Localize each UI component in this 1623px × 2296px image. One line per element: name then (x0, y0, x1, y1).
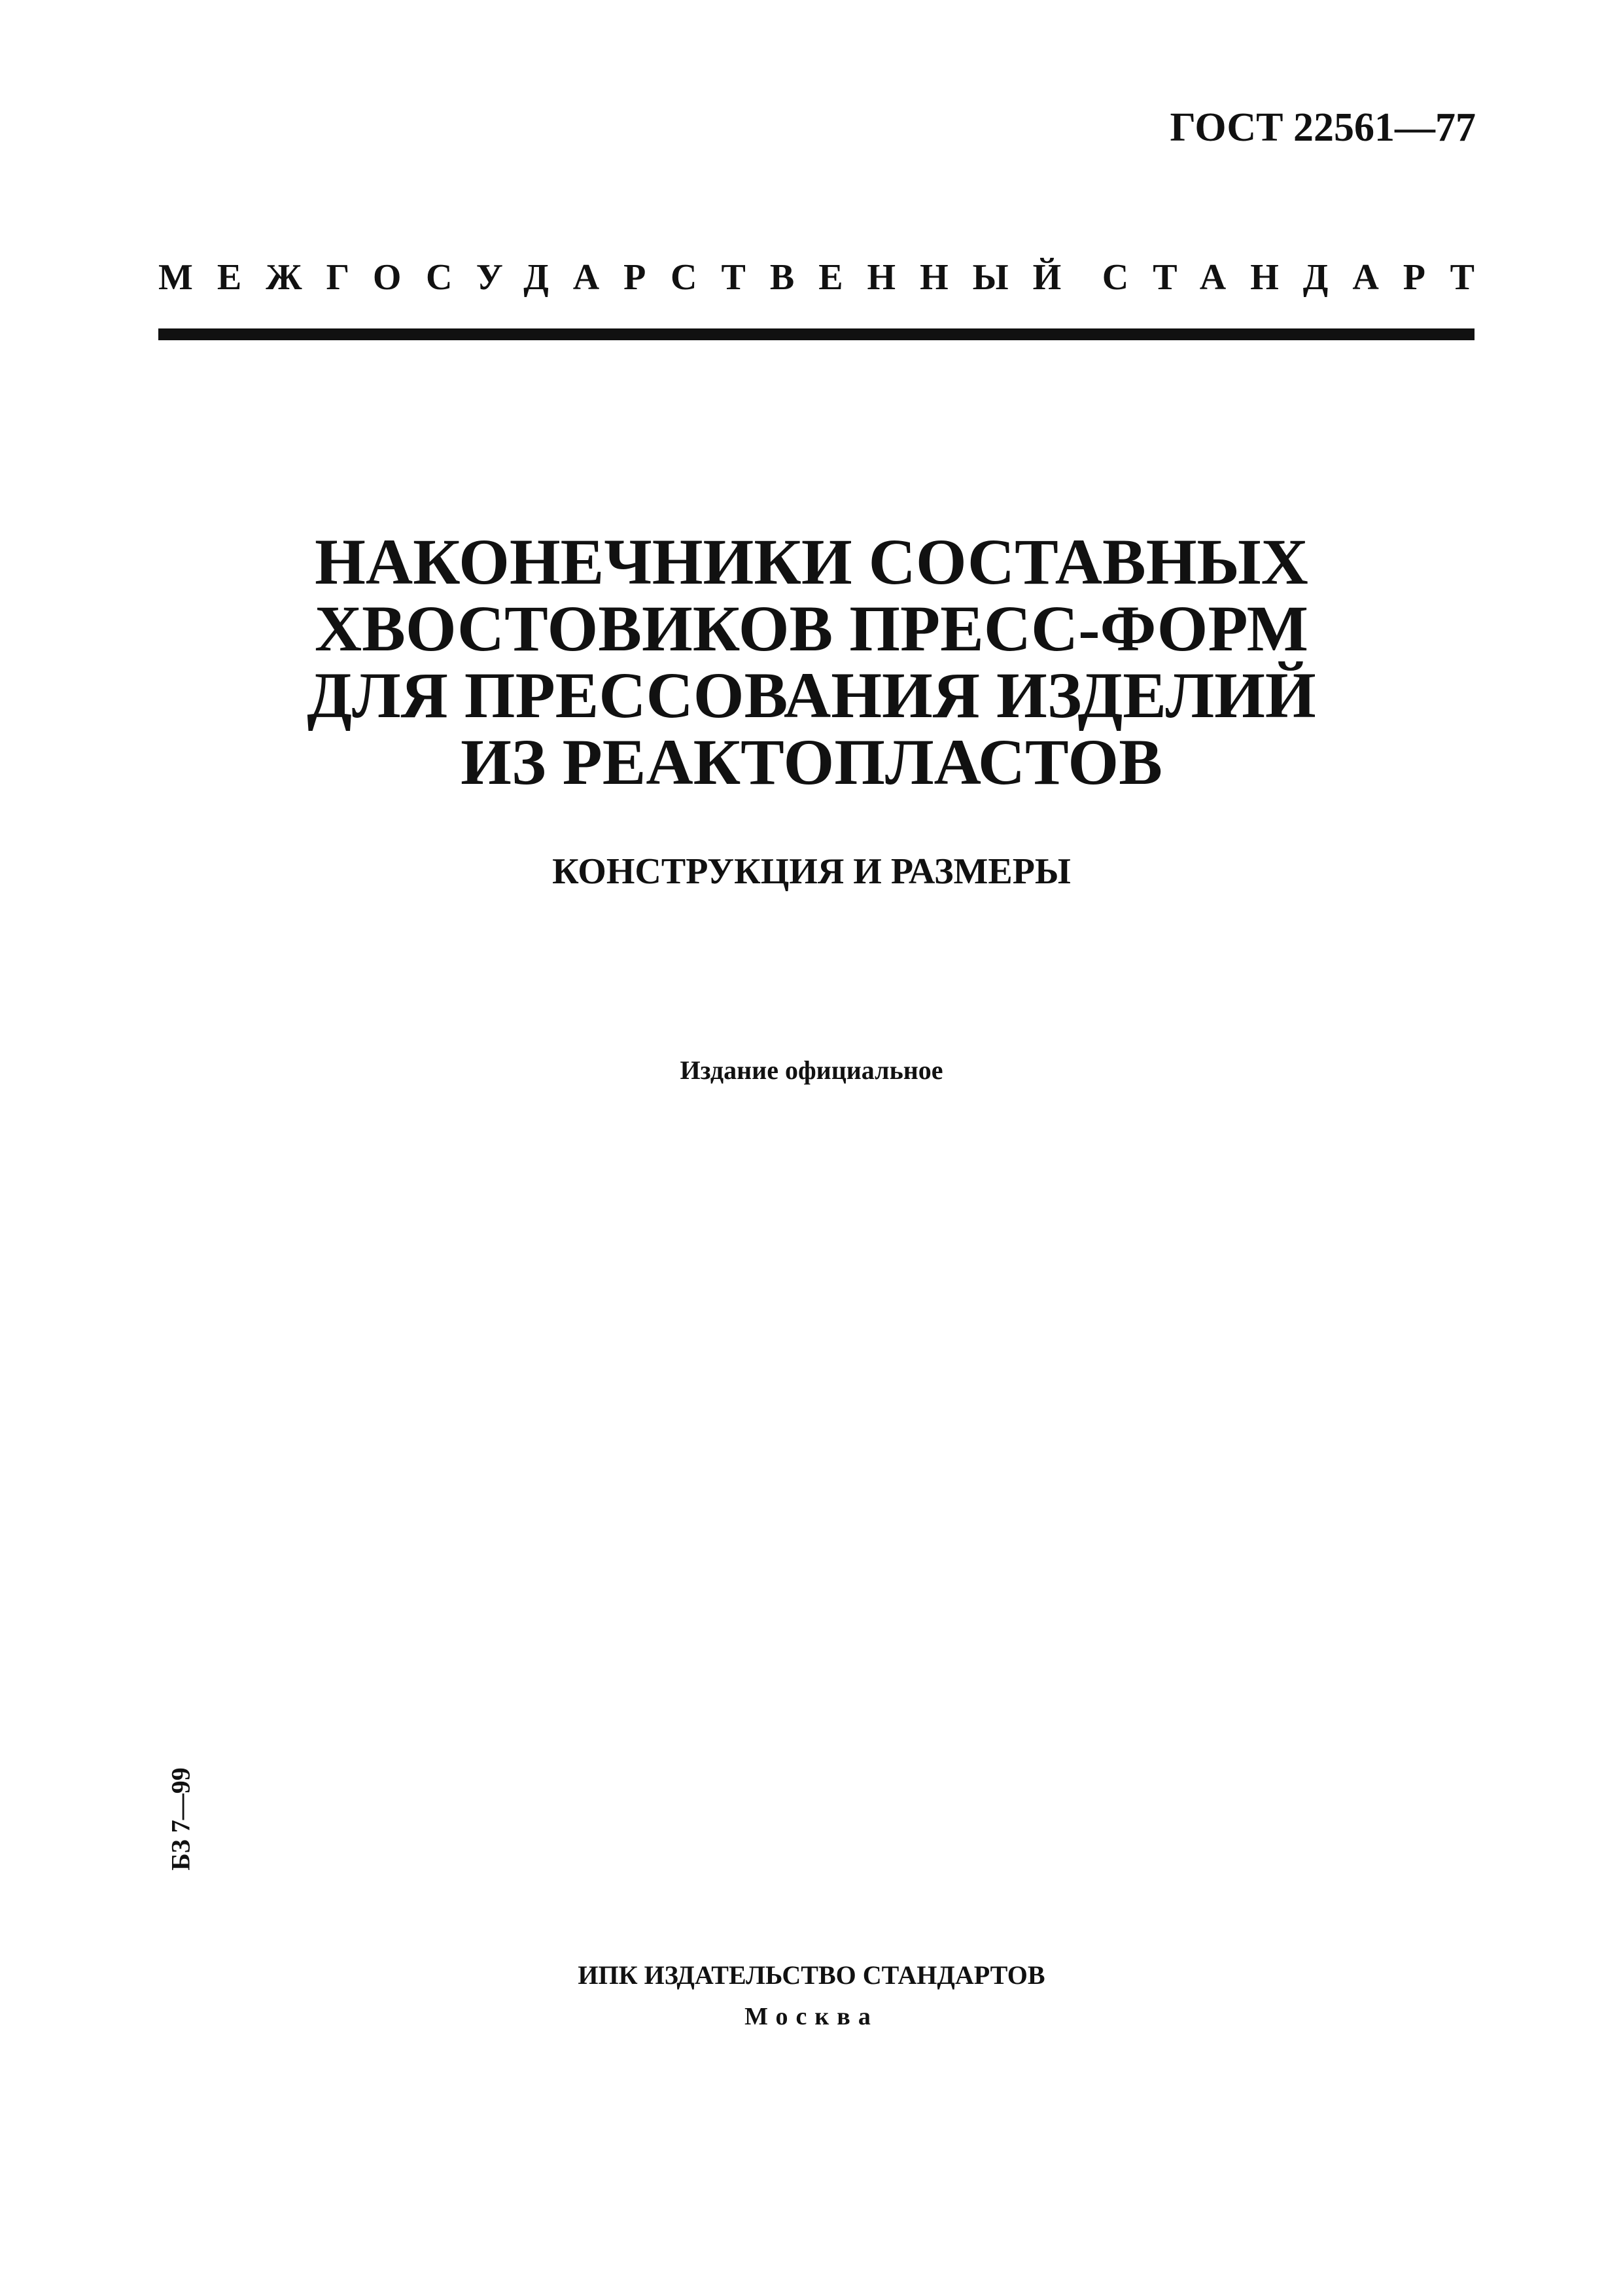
side-code: БЗ 7—99 (166, 1767, 196, 1871)
publisher-city: Москва (744, 2003, 879, 2030)
publisher-name: ИПК ИЗДАТЕЛЬСТВО СТАНДАРТОВ (578, 1960, 1045, 1990)
standard-type-heading (158, 256, 1499, 298)
edition-note: Издание официальное (680, 1055, 943, 1085)
standard-type-word-1: МЕЖГОСУДАРСТВЕННЫЙ (158, 257, 1086, 298)
document-title (0, 525, 1623, 798)
document-subtitle: КОНСТРУКЦИЯ И РАЗМЕРЫ (552, 851, 1071, 892)
document-number: ГОСТ 22561—77 (1170, 105, 1476, 150)
title-line-4: ИЗ РЕАКТОПЛАСТОВ (461, 726, 1162, 798)
title-line-1: НАКОНЕЧНИКИ СОСТАВНЫХ (315, 525, 1308, 598)
title-line-3: ДЛЯ ПРЕССОВАНИЯ ИЗДЕЛИЙ (307, 659, 1316, 732)
standard-type-word-2: СТАНДАРТ (1102, 257, 1499, 298)
title-line-2: ХВОСТОВИКОВ ПРЕСС-ФОРМ (314, 592, 1309, 665)
header-rule (158, 328, 1475, 340)
